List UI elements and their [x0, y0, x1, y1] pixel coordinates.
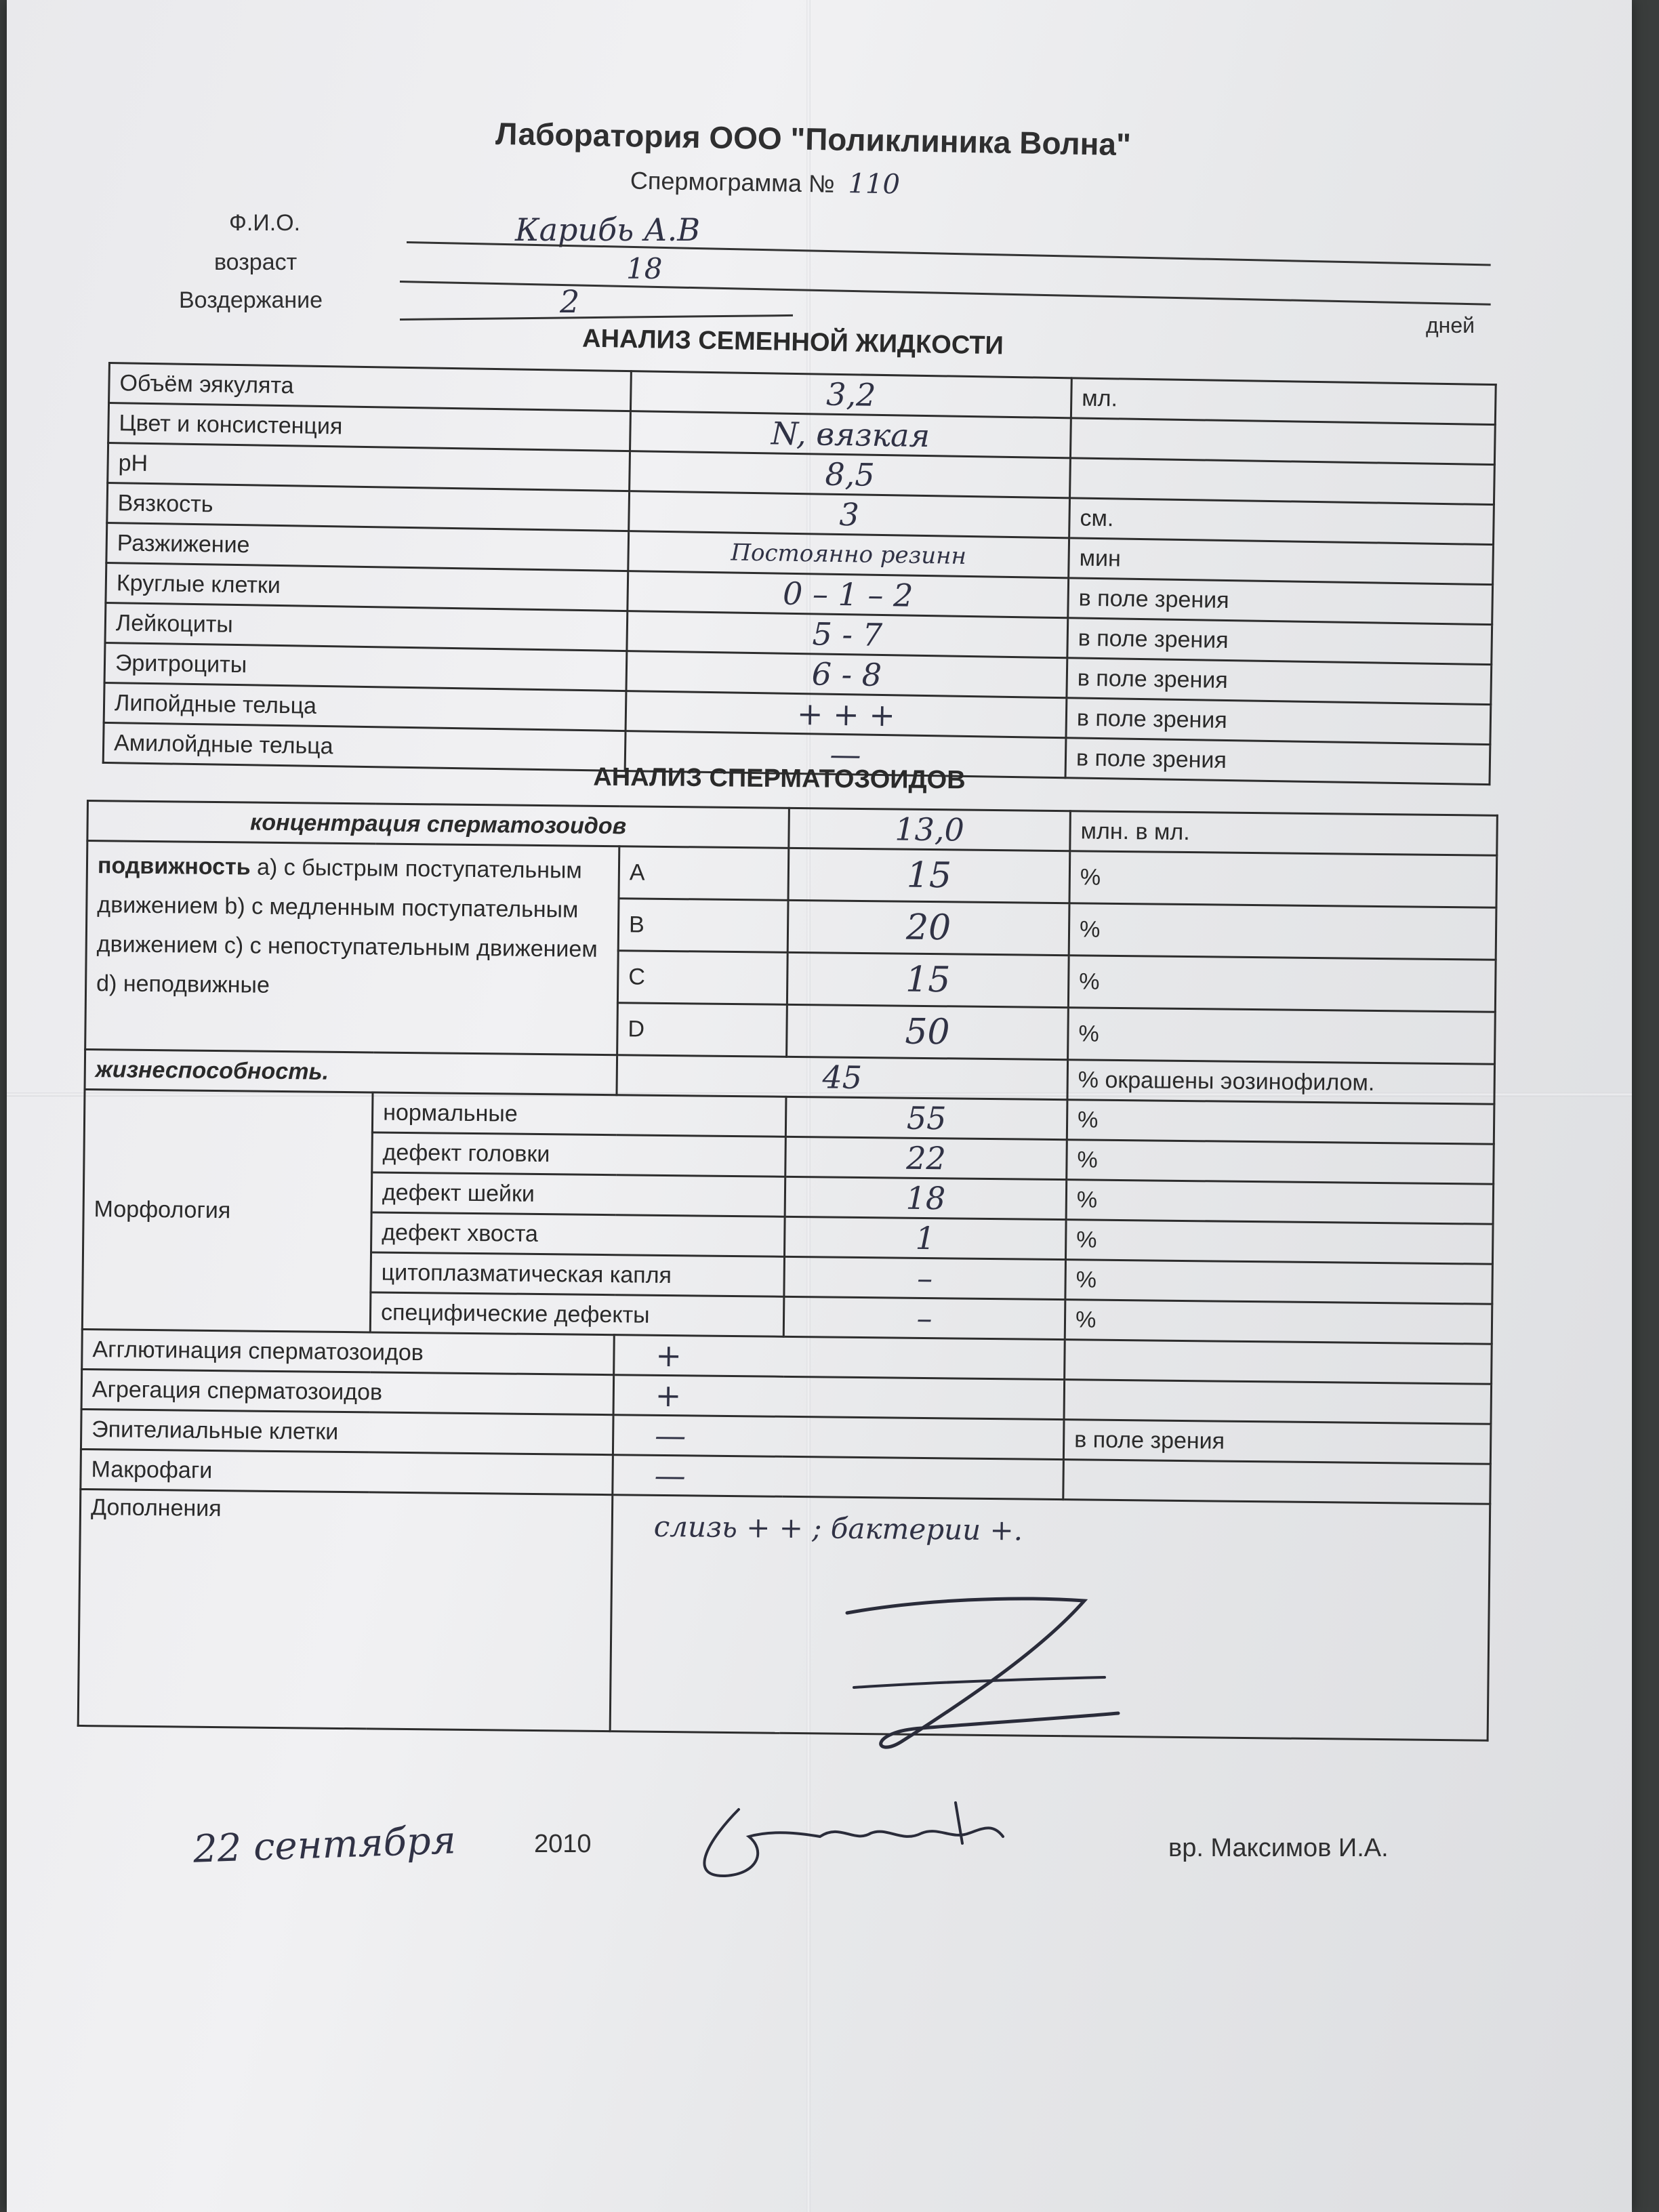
morphology-item-value: 55 [785, 1097, 1067, 1139]
morphology-item-unit: % [1067, 1140, 1494, 1185]
other-label: Агрегация сперматозоидов [81, 1369, 614, 1414]
fluid-row-label: Разжижение [106, 523, 629, 571]
other-unit [1063, 1460, 1491, 1504]
footer-year: 2010 [534, 1830, 592, 1858]
morphology-item-value: 22 [785, 1136, 1067, 1179]
motility-value: 15 [788, 848, 1070, 903]
morphology-item-value: 1 [785, 1216, 1067, 1259]
additions-signature [840, 1593, 1125, 1755]
morphology-item-unit: % [1066, 1180, 1494, 1225]
abstinence-unit: дней [1426, 313, 1475, 337]
footer-date: 22 сентября [192, 1818, 457, 1872]
concentration-label: концентрация сперматозоидов [87, 801, 790, 848]
other-value: + [613, 1375, 1065, 1420]
fluid-row-label: Эритроциты [104, 642, 627, 691]
fluid-row-unit: в поле зрения [1066, 698, 1491, 745]
other-label: Макрофаги [81, 1449, 613, 1494]
viability-value: 45 [617, 1055, 1068, 1100]
fluid-row-unit: в поле зрения [1067, 658, 1492, 705]
viability-unit: % окрашены эозинофилом. [1067, 1060, 1495, 1105]
additions-label: Дополнения [78, 1489, 613, 1731]
motility-grade: B [618, 899, 788, 953]
fluid-row-unit: в поле зрения [1067, 618, 1492, 665]
motility-unit: % [1069, 903, 1496, 960]
morphology-item-label: дефект шейки [371, 1172, 785, 1216]
morphology-item-label: дефект головки [372, 1132, 786, 1176]
morphology-item-value: – [784, 1256, 1066, 1299]
fluid-row-unit: мл. [1071, 378, 1496, 425]
fluid-row-value: N, вязкая [630, 411, 1071, 458]
fluid-row-value: 3,2 [630, 371, 1071, 418]
motility-value: 50 [787, 1004, 1069, 1059]
viability-label: жизнеспособность. [85, 1049, 617, 1094]
fluid-row-label: Круглые клетки [106, 562, 628, 611]
other-value: — [613, 1455, 1064, 1500]
morphology-item-unit: % [1065, 1300, 1492, 1345]
motility-unit: % [1069, 851, 1497, 908]
lab-title: Лаборатория ООО "Поликлиника Волна" [495, 115, 1132, 163]
fluid-row-unit: см. [1069, 498, 1494, 545]
age-label: возраст [214, 249, 298, 275]
fluid-title: АНАЛИЗ СЕМЕННОЙ ЖИДКОСТИ [581, 324, 1004, 361]
morphology-item-label: специфические дефекты [370, 1292, 784, 1336]
fluid-row-label: Лейкоциты [105, 602, 628, 651]
morphology-item-label: нормальные [372, 1092, 786, 1136]
motility-grade: C [617, 951, 787, 1005]
motility-value: 15 [787, 952, 1069, 1007]
additions-row [78, 1489, 1490, 1740]
abstinence-value: 2 [560, 283, 580, 320]
concentration-value: 13,0 [789, 808, 1071, 851]
fluid-row-label: Вязкость [107, 483, 630, 531]
age-value: 18 [626, 252, 663, 285]
sperm-title: АНАЛИЗ СПЕРМАТОЗОИДОВ [593, 762, 966, 795]
fluid-row-value: 8,5 [630, 451, 1071, 498]
fio-value: Карибь А.В [515, 211, 701, 248]
morphology-item-label: дефект хвоста [371, 1212, 785, 1256]
spermogram-label [630, 165, 901, 201]
fluid-row-value: 5 - 7 [627, 611, 1068, 658]
doctor-name: вр. Максимов И.А. [1168, 1834, 1389, 1862]
other-label: Эпителиальные клетки [81, 1409, 613, 1454]
morphology-item-unit: % [1065, 1220, 1493, 1265]
other-unit: в поле зрения [1063, 1420, 1491, 1465]
motility-label-bold: подвижность [97, 853, 251, 880]
motility-grade: A [619, 846, 789, 901]
other-unit [1065, 1340, 1492, 1385]
spermogram-label-text: Спермограмма № [630, 166, 835, 198]
spermogram-number: 110 [848, 168, 901, 201]
fluid-row-value: 0 – 1 – 2 [628, 571, 1069, 618]
other-label: Агглютинация сперматозоидов [82, 1329, 615, 1374]
fluid-row-value: 6 - 8 [626, 651, 1067, 698]
abstinence-label: Воздержание [179, 287, 323, 313]
other-value: + [614, 1335, 1065, 1380]
fluid-table [102, 362, 1497, 785]
fluid-row-unit: в поле зрения [1068, 578, 1493, 625]
motility-unit: % [1068, 1008, 1496, 1065]
fluid-row-value: 3 [629, 491, 1070, 538]
motility-label-rest: а) с быстрым поступательным движением b) с медленным поступательным движением c) с непоступательным движением d) неподвижные [96, 854, 598, 998]
fluid-row-unit [1070, 458, 1495, 505]
fluid-row-label: pH [108, 443, 630, 491]
fluid-row-label: Объём эякулята [109, 363, 632, 411]
fluid-row-unit: мин [1069, 538, 1494, 585]
motility-label [85, 841, 619, 1055]
concentration-unit: млн. в мл. [1070, 811, 1498, 856]
morphology-item-unit: % [1065, 1260, 1493, 1305]
morphology-label: Морфология [82, 1089, 373, 1332]
fluid-row-label: Липойдные тельца [104, 682, 626, 731]
fluid-row-label: Амилойдные тельца [103, 722, 626, 771]
doctor-signature [684, 1796, 1010, 1891]
fluid-row-value: Постоянно резинн [628, 531, 1069, 578]
fluid-row-label: Цвет и консистенция [108, 403, 631, 451]
additions-value: слизь + + ; бактерии +. [653, 1509, 1023, 1547]
sperm-table [77, 800, 1498, 1742]
fluid-row-unit [1070, 418, 1495, 465]
other-unit [1064, 1380, 1492, 1425]
morphology-item-value: 18 [785, 1176, 1067, 1219]
morphology-item-label: цитоплазматическая капля [371, 1252, 785, 1296]
fluid-row-value: — [625, 731, 1066, 778]
motility-value: 20 [787, 900, 1069, 955]
other-value: — [613, 1415, 1064, 1460]
motility-unit: % [1068, 956, 1496, 1012]
motility-grade: D [617, 1003, 787, 1057]
fio-label: Ф.И.О. [229, 210, 301, 236]
morphology-item-value: – [783, 1296, 1065, 1339]
fluid-row-unit: в поле зрения [1065, 738, 1490, 785]
fluid-row-value: + + + [626, 691, 1067, 738]
morphology-item-unit: % [1067, 1100, 1494, 1145]
